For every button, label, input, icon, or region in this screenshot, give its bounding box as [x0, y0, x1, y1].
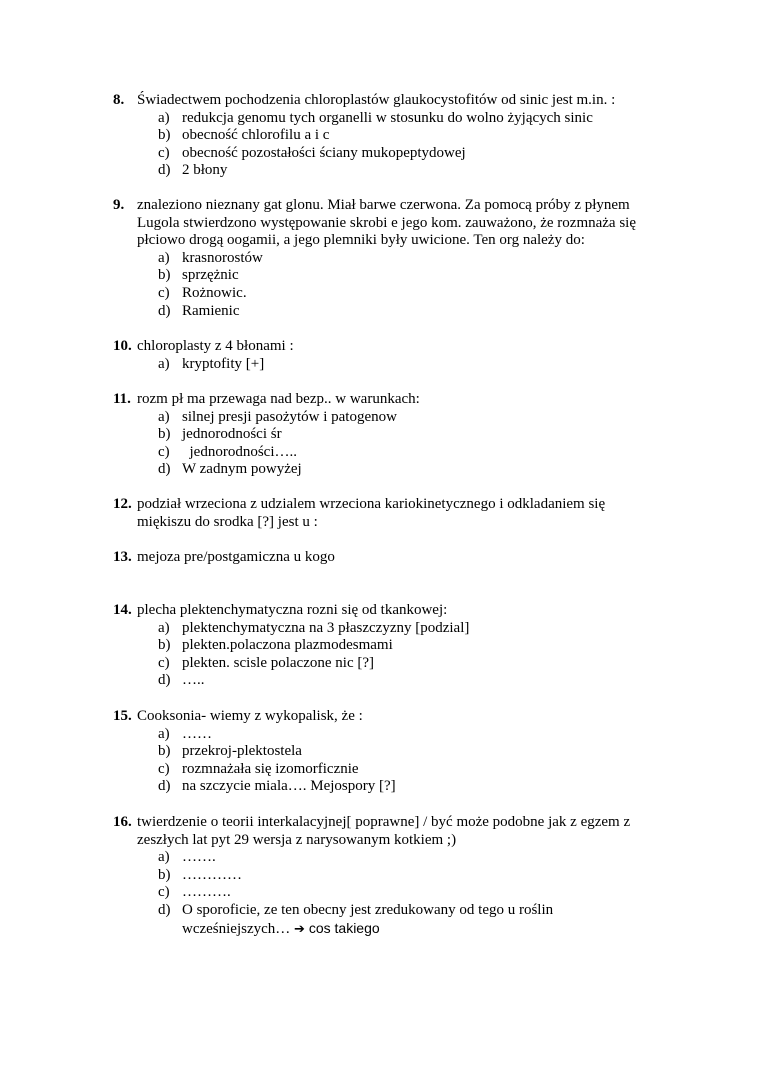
- option-label: d): [158, 778, 171, 795]
- answer-option: [113, 250, 658, 268]
- option-label: c): [158, 284, 170, 301]
- question-14: [113, 602, 658, 690]
- option-text: kryptofity [+]: [182, 355, 265, 372]
- option-label: d): [158, 672, 171, 689]
- question-16: [113, 814, 658, 938]
- option-label: a): [158, 408, 170, 425]
- option-label: b): [158, 637, 171, 654]
- answer-options: [113, 110, 658, 180]
- question-number: 16.: [113, 814, 132, 830]
- option-label: a): [158, 619, 170, 636]
- option-text: silnej presji pasożytów i patogenow: [182, 408, 397, 425]
- answer-option: [113, 743, 658, 761]
- answer-option: [113, 461, 658, 479]
- answer-option: [113, 761, 658, 779]
- question-number: 10.: [113, 338, 132, 354]
- option-label: a): [158, 249, 170, 266]
- answer-option: [113, 127, 658, 145]
- question-number: 9.: [113, 197, 125, 213]
- option-label: b): [158, 866, 171, 883]
- question-9: [113, 197, 658, 320]
- option-text: plekten. scisle polaczone nic [?]: [182, 654, 374, 671]
- question-8: [113, 92, 658, 180]
- answer-option: [113, 655, 658, 673]
- question-number: 14.: [113, 602, 132, 618]
- answer-option: [113, 110, 658, 128]
- option-label: b): [158, 127, 171, 144]
- question-number: 11.: [113, 391, 131, 407]
- option-label: d): [158, 461, 171, 478]
- option-text: sprzężnic: [182, 267, 239, 284]
- option-label: d): [158, 162, 171, 179]
- option-label: c): [158, 654, 170, 671]
- question-number: 15.: [113, 708, 132, 724]
- answer-option: [113, 409, 658, 427]
- answer-option: [113, 356, 658, 374]
- answer-option: [113, 145, 658, 163]
- answer-option: [113, 637, 658, 655]
- answer-option: [113, 620, 658, 638]
- option-label: c): [158, 884, 170, 901]
- question-text: twierdzenie o teorii interkalacyjnej[ poprawne] / być może podobne jak z egzem z zeszłych lat pyt 29 wersja z narysowanym kotkiem ;): [137, 814, 631, 848]
- question-text: Cooksonia- wiemy z wykopalisk, że :: [137, 708, 363, 724]
- option-label: c): [158, 760, 170, 777]
- option-label: c): [158, 443, 170, 460]
- answer-options: [113, 726, 658, 796]
- answer-option: [113, 884, 658, 902]
- question-15: [113, 708, 658, 796]
- answer-options: [113, 849, 658, 938]
- option-text: Rożnowic.: [182, 284, 247, 301]
- question-text: mejoza pre/postgamiczna u kogo: [137, 549, 335, 565]
- question-text: rozm pł ma przewaga nad bezp.. w warunkach:: [137, 391, 420, 407]
- answer-option: [113, 726, 658, 744]
- option-text: Ramienic: [182, 302, 240, 319]
- option-label: d): [158, 901, 171, 918]
- option-text: plekten.polaczona plazmodesmami: [182, 637, 393, 654]
- answer-option: [113, 867, 658, 885]
- question-13: [113, 549, 658, 567]
- option-label: a): [158, 355, 170, 372]
- option-text: krasnorostów: [182, 249, 263, 266]
- option-text: jednorodności…..: [182, 443, 297, 460]
- option-label: b): [158, 426, 171, 443]
- option-label: c): [158, 144, 170, 161]
- option-label: a): [158, 725, 170, 742]
- question-text: Świadectwem pochodzenia chloroplastów glaukocystofitów od sinic jest m.in. :: [137, 92, 616, 108]
- answer-option: [113, 162, 658, 180]
- answer-options: [113, 620, 658, 690]
- answer-option: [113, 902, 658, 938]
- question-text: znaleziono nieznany gat glonu. Miał barwe czerwona. Za pomocą próby z płynem Lugola stwierdzono występowanie skrobi e jego kom. zauważono, że rozmnaża się płciowo drogą oogamii, a jego plemniki były uwicione. Ten org należy do:: [137, 197, 636, 249]
- option-text: jednorodności śr: [182, 426, 282, 443]
- question-11: [113, 391, 658, 479]
- answer-option: [113, 303, 658, 321]
- answer-options: [113, 409, 658, 479]
- option-label: b): [158, 743, 171, 760]
- option-label: a): [158, 849, 170, 866]
- option-text: ……….: [182, 884, 231, 901]
- option-text: redukcja genomu tych organelli w stosunku do wolno żyjących sinic: [182, 109, 593, 126]
- question-number: 13.: [113, 549, 132, 565]
- answer-option: [113, 778, 658, 796]
- right-arrow-icon: ➔: [294, 921, 305, 937]
- answer-options: [113, 250, 658, 320]
- option-text: O sporoficie, ze ten obecny jest zredukowany od tego u roślin wcześniejszych…: [182, 901, 554, 937]
- answer-options: [113, 356, 658, 374]
- option-label: a): [158, 109, 170, 126]
- answer-option: [113, 672, 658, 690]
- option-text: obecność chlorofilu a i c: [182, 127, 330, 144]
- answer-option: [113, 285, 658, 303]
- option-text: rozmnażała się izomorficznie: [182, 760, 359, 777]
- option-text: …………: [182, 866, 242, 883]
- option-text: W zadnym powyżej: [182, 461, 302, 478]
- option-text: 2 błony: [182, 162, 228, 179]
- question-text: chloroplasty z 4 błonami :: [137, 338, 294, 354]
- answer-option: [113, 444, 658, 462]
- option-text-suffix: cos takiego: [304, 919, 380, 936]
- option-text: obecność pozostałości ściany mukopeptydowej: [182, 144, 466, 161]
- option-text: ……: [182, 725, 212, 742]
- question-12: [113, 496, 658, 531]
- option-text: …..: [182, 672, 205, 689]
- option-label: d): [158, 302, 171, 319]
- option-text: przekroj-plektostela: [182, 743, 302, 760]
- option-text: plektenchymatyczna na 3 płaszczyzny [podzial]: [182, 619, 470, 636]
- question-text: podział wrzeciona z udzialem wrzeciona kariokinetycznego i odkladaniem się miękiszu do srodka [?] jest u :: [137, 496, 606, 530]
- option-label: b): [158, 267, 171, 284]
- answer-option: [113, 426, 658, 444]
- answer-option: [113, 267, 658, 285]
- answer-option: [113, 849, 658, 867]
- question-text: plecha plektenchymatyczna rozni się od tkankowej:: [137, 602, 448, 618]
- option-text: …….: [182, 849, 216, 866]
- question-number: 12.: [113, 496, 132, 512]
- question-number: 8.: [113, 92, 125, 108]
- question-10: [113, 338, 658, 373]
- option-text: na szczycie miala…. Mejospory [?]: [182, 778, 396, 795]
